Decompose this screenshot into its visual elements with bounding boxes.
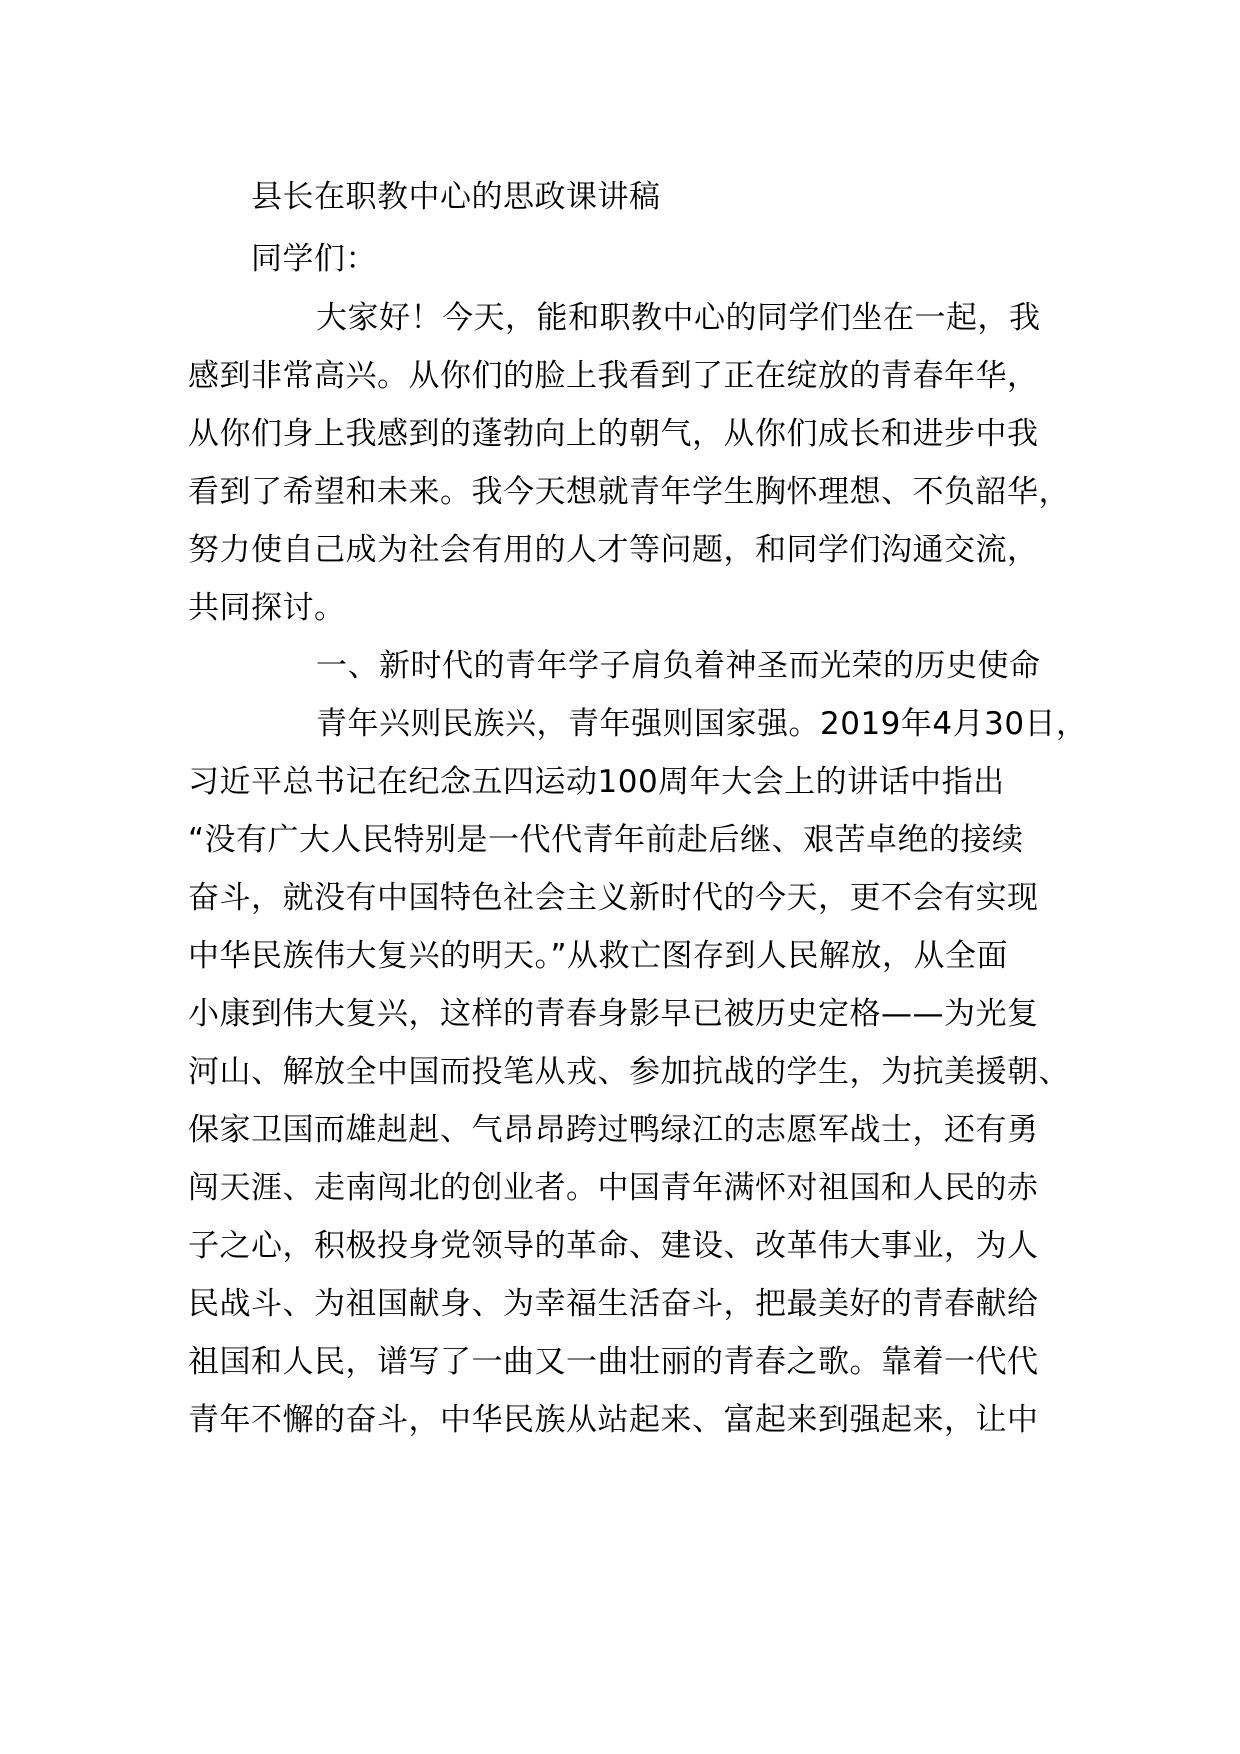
text-line: 从你们身上我感到的蓬勃向上的朝气，从你们成长和进步中我 [188,416,1039,452]
section-heading: 一、新时代的青年学子肩负着神圣而光荣的历史使命 [316,648,1041,684]
text-line: 努力使自己成为社会有用的人才等问题，和同学们沟通交流， [188,532,1039,568]
text-line: 大家好！今天，能和职教中心的同学们坐在一起，我 [316,300,1041,336]
text-line: 祖国和人民，谱写了一曲又一曲壮丽的青春之歌。靠着一代代 [188,1344,1039,1380]
text-line: 青年兴则民族兴，青年强则国家强。2019年4月30日， [316,706,1088,742]
text-line: 子之心，积极投身党领导的革命、建设、改革伟大事业，为人 [188,1228,1039,1264]
document-title: 县长在职教中心的思政课讲稿 [251,179,661,215]
text-line: 感到非常高兴。从你们的脸上我看到了正在绽放的青春年华， [188,358,1039,394]
text-line: “没有广大人民特别是一代代青年前赴后继、艰苦卓绝的接续 [188,822,1024,858]
text-line: 闯天涯、走南闯北的创业者。中国青年满怀对祖国和人民的赤 [188,1170,1039,1206]
text-line: 民战斗、为祖国献身、为幸福生活奋斗，把最美好的青春献给 [188,1286,1039,1322]
text-line: 习近平总书记在纪念五四运动100周年大会上的讲话中指出 [188,764,1005,800]
text-line: 小康到伟大复兴，这样的青春身影早已被历史定格——为光复 [188,996,1039,1032]
greeting: 同学们： [251,241,377,277]
text-line: 青年不懈的奋斗，中华民族从站起来、富起来到强起来，让中 [188,1402,1039,1438]
text-line: 河山、解放全中国而投笔从戎、参加抗战的学生，为抗美援朝、 [188,1054,1070,1090]
text-line: 共同探讨。 [188,590,346,626]
text-line: 中华民族伟大复兴的明天。”从救亡图存到人民解放，从全面 [188,938,1009,974]
text-line: 看到了希望和未来。我今天想就青年学生胸怀理想、不负韶华， [188,474,1070,510]
text-line: 保家卫国而雄赳赳、气昂昂跨过鸭绿江的志愿军战士，还有勇 [188,1112,1039,1148]
text-line: 奋斗，就没有中国特色社会主义新时代的今天，更不会有实现 [188,880,1039,916]
